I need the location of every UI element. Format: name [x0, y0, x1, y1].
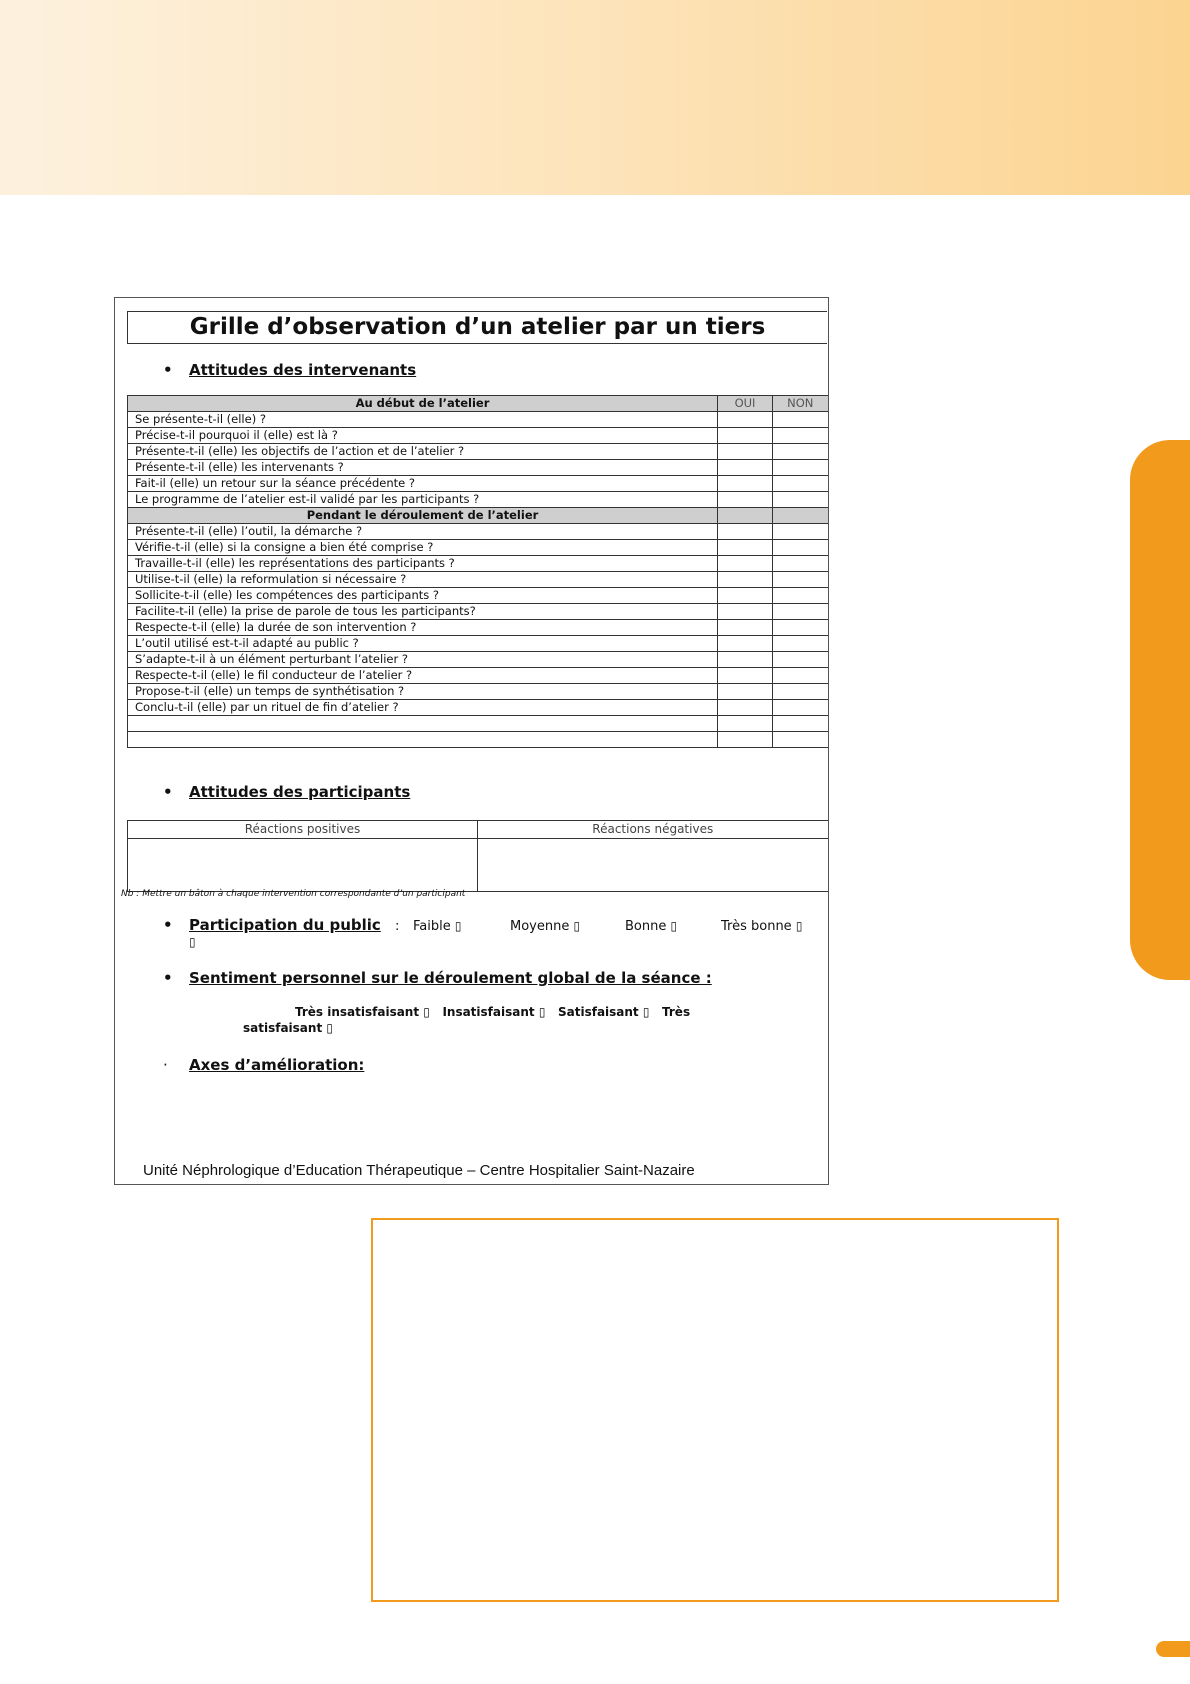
- table-row: [128, 476, 828, 492]
- observation-table: [127, 395, 828, 748]
- axes-label: Axes d’amélioration:: [189, 1056, 365, 1074]
- question-cell: Se présente-t-il (elle) ?: [128, 412, 718, 428]
- table-row: [128, 684, 828, 700]
- table-row: [128, 556, 828, 572]
- question-cell: L’outil utilisé est-t-il adapté au public ?: [128, 636, 718, 652]
- question-cell: Présente-t-il (elle) les objectifs de l’action et de l’atelier ?: [128, 444, 718, 460]
- question-cell: Utilise-t-il (elle) la reformulation si nécessaire ?: [128, 572, 718, 588]
- table-row: [128, 412, 828, 428]
- table-row: [128, 636, 828, 652]
- non-cell[interactable]: [773, 668, 828, 684]
- bullet: •: [163, 916, 173, 934]
- orange-text-frame: [371, 1218, 1059, 1602]
- table-row: [128, 492, 828, 508]
- bullet: •: [163, 361, 173, 379]
- sentiment-options-line: [295, 1005, 690, 1019]
- question-cell: Le programme de l’atelier est-il validé par les participants ?: [128, 492, 718, 508]
- sentiment-option-tres: Très: [662, 1005, 691, 1019]
- page-number-pill: [1156, 1641, 1190, 1657]
- question-cell: Facilite-t-il (elle) la prise de parole de tous les participants?: [128, 604, 718, 620]
- reactions-positive-cell[interactable]: [128, 839, 478, 892]
- oui-cell[interactable]: [718, 588, 773, 604]
- question-cell: Sollicite-t-il (elle) les compétences des participants ?: [128, 588, 718, 604]
- section-participants: Attitudes des participants: [189, 783, 411, 801]
- oui-cell[interactable]: [718, 540, 773, 556]
- non-cell[interactable]: [773, 732, 828, 748]
- oui-cell[interactable]: [718, 412, 773, 428]
- checkbox-icon[interactable]: ▯: [326, 1021, 333, 1035]
- checkbox-icon[interactable]: ▯: [642, 1005, 650, 1019]
- sentiment-last-label: satisfaisant: [243, 1021, 323, 1035]
- oui-cell[interactable]: [718, 524, 773, 540]
- participation-colon: :: [395, 919, 400, 934]
- option-label: Faible: [413, 919, 451, 934]
- question-cell: Propose-t-il (elle) un temps de synthétisation ?: [128, 684, 718, 700]
- non-cell[interactable]: [773, 716, 828, 732]
- table-row: [128, 700, 828, 716]
- non-subheader-cell: [773, 508, 828, 524]
- observation-grid-document: [114, 297, 829, 1185]
- header-band: [0, 0, 1190, 195]
- header-debut: Au début de l’atelier: [128, 396, 718, 412]
- non-cell[interactable]: [773, 476, 828, 492]
- non-cell[interactable]: [773, 492, 828, 508]
- nb-note: Nb : Mettre un bâton à chaque intervention correspondante d’un participant: [121, 889, 466, 899]
- document-title: Grille d’observation d’un atelier par un tiers: [127, 311, 827, 344]
- table-row: [128, 524, 828, 540]
- empty-table-row: [128, 732, 828, 748]
- non-cell[interactable]: [773, 540, 828, 556]
- oui-cell[interactable]: [718, 700, 773, 716]
- section-intervenants: Attitudes des intervenants: [189, 361, 417, 379]
- non-cell[interactable]: [773, 428, 828, 444]
- non-cell[interactable]: [773, 652, 828, 668]
- oui-cell[interactable]: [718, 604, 773, 620]
- question-cell: Précise-t-il pourquoi il (elle) est là ?: [128, 428, 718, 444]
- question-cell: Respecte-t-il (elle) la durée de son intervention ?: [128, 620, 718, 636]
- reactions-table: [127, 820, 828, 892]
- oui-cell[interactable]: [718, 556, 773, 572]
- non-cell[interactable]: [773, 460, 828, 476]
- sentiment-option-insatisfaisant: Insatisfaisant: [442, 1005, 535, 1019]
- non-cell[interactable]: [773, 556, 828, 572]
- bullet: •: [163, 969, 173, 987]
- non-cell[interactable]: [773, 700, 828, 716]
- option-label: Moyenne: [510, 919, 570, 934]
- question-cell: Respecte-t-il (elle) le fil conducteur de l’atelier ?: [128, 668, 718, 684]
- checkbox-icon[interactable]: ▯: [538, 1005, 546, 1019]
- oui-cell[interactable]: [718, 476, 773, 492]
- sentiment-label: Sentiment personnel sur le déroulement global de la séance :: [189, 969, 712, 987]
- non-cell[interactable]: [773, 684, 828, 700]
- non-cell[interactable]: [773, 620, 828, 636]
- oui-subheader-cell: [718, 508, 773, 524]
- bullet: ·: [163, 1056, 168, 1074]
- non-cell[interactable]: [773, 524, 828, 540]
- option-label: Très bonne: [721, 919, 792, 934]
- non-cell[interactable]: [773, 444, 828, 460]
- table-row: [128, 652, 828, 668]
- sentiment-option-satisfaisant: Satisfaisant: [557, 1005, 639, 1019]
- question-cell: S’adapte-t-il à un élément perturbant l’atelier ?: [128, 652, 718, 668]
- checkbox-icon[interactable]: ▯: [573, 919, 581, 933]
- table-row: [128, 428, 828, 444]
- oui-cell[interactable]: [718, 428, 773, 444]
- checkbox-icon[interactable]: ▯: [670, 919, 678, 933]
- question-cell: Vérifie-t-il (elle) si la consigne a bien été comprise ?: [128, 540, 718, 556]
- question-cell: Présente-t-il (elle) les intervenants ?: [128, 460, 718, 476]
- checkbox-icon[interactable]: ▯: [189, 935, 196, 949]
- question-cell: Présente-t-il (elle) l’outil, la démarche ?: [128, 524, 718, 540]
- oui-cell[interactable]: [718, 636, 773, 652]
- header-oui: OUI: [718, 396, 773, 412]
- sentiment-option-tres-satisfaisant: [243, 1021, 333, 1035]
- participation-option-faible[interactable]: [413, 919, 461, 934]
- reactions-positive-header: Réactions positives: [128, 821, 478, 839]
- oui-cell[interactable]: [718, 492, 773, 508]
- checkbox-icon[interactable]: ▯: [795, 919, 803, 933]
- checkbox-icon[interactable]: ▯: [423, 1005, 430, 1019]
- oui-cell[interactable]: [718, 652, 773, 668]
- reactions-negative-cell[interactable]: [478, 839, 828, 892]
- blank-question: [128, 732, 718, 748]
- blank-question: [128, 716, 718, 732]
- table-row: [128, 572, 828, 588]
- participation-option-moyenne[interactable]: [510, 919, 580, 934]
- oui-cell[interactable]: [718, 732, 773, 748]
- header-pendant: Pendant le déroulement de l’atelier: [128, 508, 718, 524]
- checkbox-icon[interactable]: ▯: [454, 919, 462, 933]
- reactions-negative-header: Réactions négatives: [478, 821, 828, 839]
- oui-cell[interactable]: [718, 460, 773, 476]
- question-cell: Travaille-t-il (elle) les représentations des participants ?: [128, 556, 718, 572]
- oui-cell[interactable]: [718, 444, 773, 460]
- participation-label: Participation du public: [189, 916, 381, 934]
- participation-option-tres-bonne[interactable]: [721, 919, 802, 934]
- table-row: [128, 668, 828, 684]
- oui-cell[interactable]: [718, 716, 773, 732]
- non-cell[interactable]: [773, 412, 828, 428]
- question-cell: Conclu-t-il (elle) par un rituel de fin d’atelier ?: [128, 700, 718, 716]
- table-row: [128, 604, 828, 620]
- oui-cell[interactable]: [718, 684, 773, 700]
- document-footer: Unité Néphrologique d’Education Thérapeutique – Centre Hospitalier Saint-Nazaire: [143, 1162, 695, 1179]
- non-cell[interactable]: [773, 572, 828, 588]
- table-row: [128, 444, 828, 460]
- table-subheader-row: [128, 508, 828, 524]
- side-tab: [1130, 440, 1190, 980]
- header-non: NON: [773, 396, 828, 412]
- empty-table-row: [128, 716, 828, 732]
- oui-cell[interactable]: [718, 668, 773, 684]
- non-cell[interactable]: [773, 636, 828, 652]
- table-row: [128, 460, 828, 476]
- oui-cell[interactable]: [718, 572, 773, 588]
- oui-cell[interactable]: [718, 620, 773, 636]
- table-row: [128, 620, 828, 636]
- table-row: [128, 588, 828, 604]
- table-header-row: [128, 396, 828, 412]
- non-cell[interactable]: [773, 588, 828, 604]
- option-label: Bonne: [625, 919, 667, 934]
- sentiment-option-tres-insatisfaisant: Très insatisfaisant: [295, 1005, 420, 1019]
- participation-option-bonne[interactable]: [625, 919, 677, 934]
- question-cell: Fait-il (elle) un retour sur la séance précédente ?: [128, 476, 718, 492]
- non-cell[interactable]: [773, 604, 828, 620]
- table-row: [128, 540, 828, 556]
- bullet: •: [163, 783, 173, 801]
